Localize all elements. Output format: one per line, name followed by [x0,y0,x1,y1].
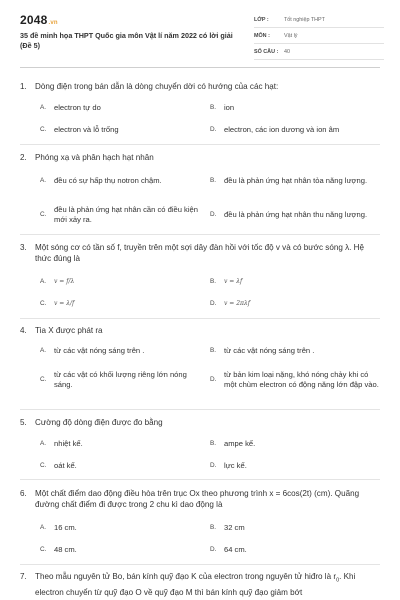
option-formula: v = 2πλf [224,300,251,307]
option-letter: C. [40,546,47,553]
option-letter: C. [40,300,47,307]
question-7 [20,571,380,598]
option-formula: v = λf [224,278,243,285]
option-d[interactable] [210,299,380,309]
question-5 [20,417,380,428]
question-6 [20,488,380,510]
option-a[interactable] [40,171,205,191]
option-text: đều là phản ứng hạt nhân thu năng lượng. [224,210,368,219]
question-text-part: Theo mẫu nguyên tử Bo, bán kính quỹ đạo K của electron trong nguyên tử hiđro là r [35,572,337,581]
option-text: đều là phản ứng hạt nhân cần có điều kiện mới xảy ra. [54,205,198,224]
question-number: 5. [20,418,27,427]
question-text: Một sóng cơ có tần số f, truyền trên một sợi dây đàn hồi với tốc độ v và có bước sóng λ. Hệ thức đúng là [35,243,364,263]
option-c[interactable] [40,125,200,135]
logo-text: 2048 [20,13,48,27]
option-letter: C. [40,126,47,133]
option-text: lực kế. [224,461,247,470]
option-text: ampe kế. [224,439,256,448]
option-c[interactable] [40,205,205,225]
option-c[interactable] [40,545,200,555]
option-a[interactable] [40,103,200,113]
question-divider [20,564,380,565]
question-1 [20,81,380,92]
meta-class [254,12,384,28]
question-3 [20,242,380,264]
option-b[interactable] [210,103,380,113]
option-text: ion [224,103,235,112]
option-formula: v = λ/f [54,300,75,307]
question-divider [20,409,380,410]
option-letter: A. [40,347,47,354]
option-letter: B. [210,104,217,111]
option-a[interactable] [40,523,200,533]
question-number: 6. [20,489,27,498]
option-letter: C. [40,462,47,469]
option-letter: B. [210,524,217,531]
option-letter: A. [40,440,47,447]
option-c[interactable] [40,461,200,471]
document-header [0,0,400,64]
option-b[interactable] [210,439,380,449]
option-text: electron và lỗ trống [54,125,119,134]
question-number: 1. [20,82,27,91]
document-meta [254,12,384,60]
question-number: 4. [20,326,27,335]
option-letter: A. [40,104,47,111]
option-letter: B. [210,440,217,447]
meta-value: Tốt nghiệp THPT [284,16,325,23]
option-text: electron tự do [54,103,101,112]
option-b[interactable] [210,346,380,356]
option-letter: D. [210,300,217,307]
option-text: đều có sự hấp thụ notron chậm. [54,176,162,185]
option-letter: B. [210,177,217,184]
option-letter: B. [210,278,217,285]
logo-suffix: .vn [48,20,58,26]
option-text: 48 cm. [54,545,77,554]
option-text: từ bản kim loại nặng, khó nóng chảy khi có một chùm electron có động năng lớn đập vào. [224,370,379,389]
option-letter: D. [210,211,217,218]
option-letter: D. [210,462,217,469]
option-text: 16 cm. [54,523,77,532]
option-d[interactable] [210,125,380,135]
option-letter: B. [210,347,217,354]
option-text: từ các vật có khối lượng riêng lớn nóng sáng. [54,370,187,389]
option-letter: D. [210,126,217,133]
meta-value: 40 [284,48,290,55]
option-d[interactable] [210,545,380,555]
option-letter: C. [40,376,47,383]
question-2 [20,152,380,163]
option-text: từ các vật nóng sáng trên . [54,346,145,355]
question-text: Phóng xạ và phân hạch hạt nhân [35,153,154,162]
question-divider [20,234,380,235]
option-c[interactable] [40,299,200,309]
option-a[interactable] [40,277,200,287]
option-formula: v = f/λ [54,278,75,285]
question-divider [20,144,380,145]
option-a[interactable] [40,439,200,449]
option-letter: A. [40,278,47,285]
option-b[interactable] [210,171,380,191]
subscript: 0 [336,577,340,584]
option-b[interactable] [210,277,380,287]
option-text: đều là phản ứng hạt nhân tỏa năng lượng. [224,176,368,185]
option-letter: D. [210,376,217,383]
question-number: 2. [20,153,27,162]
meta-question-count [254,44,384,60]
question-text: Một chất điểm dao động điều hòa trên trục Ox theo phương trình x = 6cos(2t) (cm). Quãng đường chất điểm đi được trong 2 chu kì dao động là [35,489,360,509]
question-number: 7. [20,572,27,581]
option-d[interactable] [210,365,380,395]
option-letter: C. [40,211,47,218]
meta-label: MÔN : [254,32,270,39]
option-text: từ các vật nóng sáng trên . [224,346,315,355]
question-text: Dòng điện trong bán dẫn là dòng chuyển dời có hướng của các hạt: [35,82,279,91]
meta-label: LỚP : [254,16,269,23]
question-text-part: . Khi electron chuyển từ quỹ đạo O về quỹ đạo M thì bán kính quỹ đạo giảm bớt [35,572,356,597]
option-text: oát kế. [54,461,77,470]
question-4 [20,325,380,336]
question-divider [20,318,380,319]
option-text: nhiệt kế. [54,439,83,448]
option-b[interactable] [210,523,380,533]
meta-label: SỐ CÂU : [254,48,279,55]
meta-subject [254,28,384,44]
option-text: electron, các ion dương và ion âm [224,125,340,134]
question-text: Tia X được phát ra [35,326,103,335]
option-letter: A. [40,177,47,184]
site-logo[interactable] [20,13,58,27]
option-letter: A. [40,524,47,531]
question-text: Cường độ dòng điện được đo bằng [35,418,163,427]
option-letter: D. [210,546,217,553]
option-c[interactable] [40,365,200,395]
option-a[interactable] [40,346,205,356]
document-title: 35 đề minh họa THPT Quốc gia môn Vật lí năm 2022 có lời giải (Đề 5) [20,31,233,50]
question-divider [20,479,380,480]
option-d[interactable] [210,205,380,225]
option-text: 32 cm [224,523,245,532]
question-text [35,571,380,598]
option-text: 64 cm. [224,545,247,554]
header-divider [20,67,380,68]
meta-value: Vật lý [284,32,298,39]
question-number: 3. [20,243,27,252]
option-d[interactable] [210,461,380,471]
